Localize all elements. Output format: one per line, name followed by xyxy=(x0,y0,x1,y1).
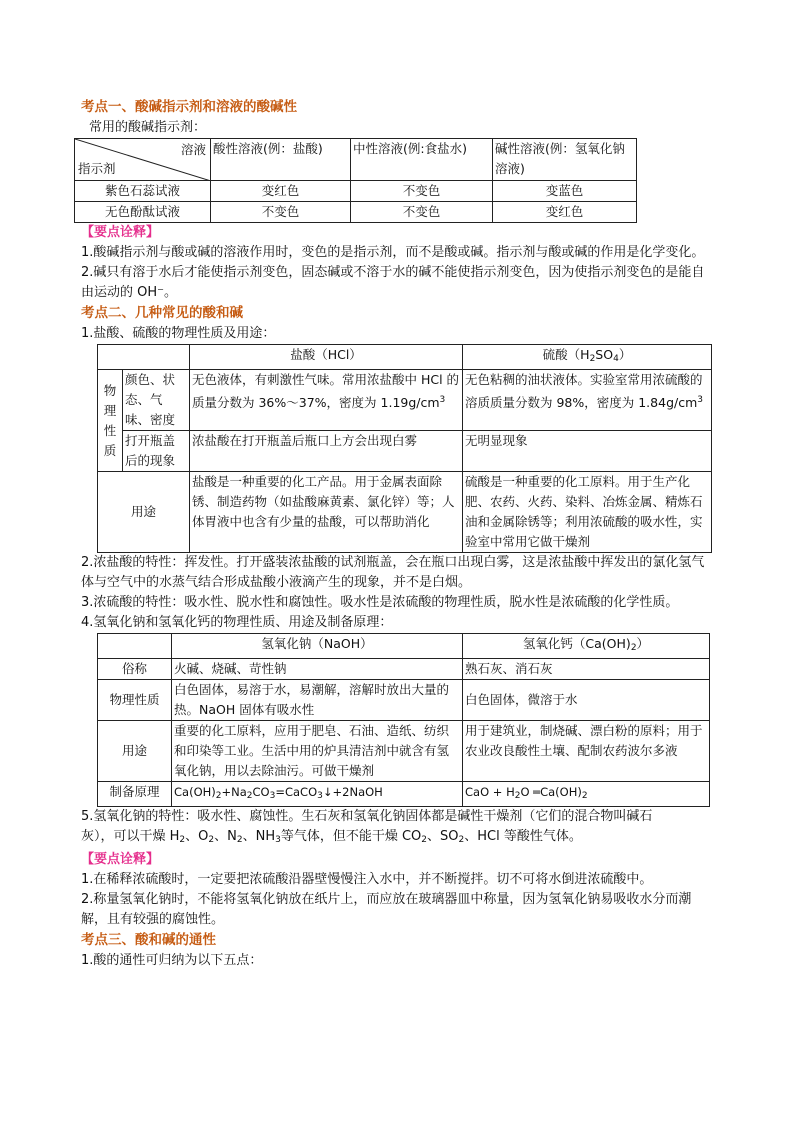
caoh-cell: 用于建筑业，制烧碱、漂白粉的原料；用于农业改良酸性土壤、配制农药波尔多液 xyxy=(463,721,710,782)
row-label: 俗称 xyxy=(98,659,172,680)
item-5-line-2: 灰），可以干燥 $H_2$、$O_2$、$N_2$、$NH_3$等气体，但不能干燥 $CO_2$、$SO_2$、HCl 等酸性气体。 xyxy=(81,829,582,845)
indicator-table-corner-cell xyxy=(75,139,211,181)
row-label: 用途 xyxy=(98,472,190,553)
table-row xyxy=(98,370,712,431)
table-row xyxy=(98,472,712,553)
item-2: 2.浓盐酸的特性：挥发性。打开盛装浓盐酸的试剂瓶盖，会在瓶口出现白雾，这是浓盐酸中挥发出的氯化氢气体与空气中的水蒸气结合形成盐酸小液滴产生的现象，并不是白烟。 xyxy=(81,555,705,590)
caoh-header: 氢氧化钙$(Ca(OH)_2)$ xyxy=(463,634,710,659)
indicator-name: 紫色石蕊试液 xyxy=(75,181,211,202)
indicator-cell: 变红色 xyxy=(211,181,351,202)
naoh-preparation-cell: $Ca(OH)_2+Na_2CO_3=CaCO_3↓+2NaOH$ xyxy=(172,782,463,807)
document-page xyxy=(78,97,713,971)
section-1-heading: 考点一、酸碱指示剂和溶液的酸碱性 xyxy=(81,99,297,115)
key-points-heading-2: 【要点诠释】 xyxy=(81,852,160,867)
base-properties-table xyxy=(97,633,710,807)
item-3: 3.浓硫酸的特性：吸水性、脱水性和腐蚀性。吸水性是浓硫酸的物理性质，脱水性是浓硫酸的化学性质。 xyxy=(81,595,679,610)
indicator-header-base: 碱性溶液(例：氢氧化钠溶液) xyxy=(493,139,637,181)
acid-properties-table xyxy=(97,344,712,553)
section-3-heading: 考点三、酸和碱的通性 xyxy=(81,932,216,948)
naoh-cell: 重要的化工原料，应用于肥皂、石油、造纸、纺织和印染等工业。生活中用的炉具清洁剂中就含有氢氧化钠，用以去除油污。可做干燥剂 xyxy=(172,721,463,782)
row-label: 打开瓶盖后的现象 xyxy=(123,431,190,472)
table-row xyxy=(98,721,710,782)
h2so4-open-cell: 无明显现象 xyxy=(463,431,712,472)
indicator-intro: 常用的酸碱指示剂： xyxy=(89,120,207,135)
caoh-cell: 白色固体，微溶于水 xyxy=(463,680,710,721)
row-label: 物理性质 xyxy=(98,680,172,721)
indicator-cell: 不变色 xyxy=(351,181,493,202)
physical-properties-label: 物理性质 xyxy=(98,370,123,472)
key-points-heading: 【要点诠释】 xyxy=(81,225,160,240)
key-point-dilution: 1.在稀释浓硫酸时，一定要把浓硫酸沿器壁慢慢注入水中，并不断搅拌。切不可将水倒进浓硫酸中。 xyxy=(81,872,653,887)
indicator-header-acid: 酸性溶液(例：盐酸) xyxy=(211,139,351,181)
hcl-use-cell: 盐酸是一种重要的化工产品。用于金属表面除锈、制造药物（如盐酸麻黄素、氯化锌）等；人体胃液中也含有少量的盐酸，可以帮助消化 xyxy=(190,472,463,553)
empty-corner-cell xyxy=(98,634,172,659)
item-5-line-1: 5.氢氧化钠的特性：吸水性、腐蚀性。生石灰和氢氧化钠固体都是碱性干燥剂（它们的混合物叫碱石 xyxy=(81,809,653,824)
hcl-open-cell: 浓盐酸在打开瓶盖后瓶口上方会出现白雾 xyxy=(190,431,463,472)
table-row xyxy=(75,181,637,202)
h2so4-physical-cell: 无色粘稠的油状液体。实验室常用浓硫酸的溶质质量分数为 98%，密度为 $1.84g/cm^3$ xyxy=(463,370,712,431)
hcl-physical-cell: 无色液体，有刺激性气味。常用浓盐酸中 HCl 的质量分数为 36%～37%，密度为 $1.19g/cm^3$ xyxy=(190,370,463,431)
indicator-table xyxy=(74,138,637,223)
h2so4-use-cell: 硫酸是一种重要的化工原料。用于生产化肥、农药、火药、染料、冶炼金属、精炼石油和金属除锈等；利用浓硫酸的吸水性，实验室中常用它做干燥剂 xyxy=(463,472,712,553)
indicator-cell: 不变色 xyxy=(211,202,351,223)
corner-indicator-label: 指示剂 xyxy=(78,161,116,176)
indicator-cell: 变红色 xyxy=(493,202,637,223)
row-label: 颜色、状态、气味、密度 xyxy=(123,370,190,431)
naoh-cell: 火碱、烧碱、苛性钠 xyxy=(172,659,463,680)
acid-general-properties-intro: 1.酸的通性可归纳为以下五点： xyxy=(81,953,263,968)
indicator-cell: 不变色 xyxy=(351,202,493,223)
key-point-1: 1.酸碱指示剂与酸或碱的溶液作用时，变色的是指示剂，而不是酸或碱。指示剂与酸或碱的作用是化学变化。 xyxy=(81,245,705,260)
item-4: 4.氢氧化钠和氢氧化钙的物理性质、用途及制备原理： xyxy=(81,615,393,630)
table-row xyxy=(75,202,637,223)
key-point-2: 2.碱只有溶于水后才能使指示剂变色，固态碱或不溶于水的碱不能使指示剂变色，因为使指示剂变色的是能自由运动的 OH⁻。 xyxy=(81,265,705,300)
caoh-cell: 熟石灰、消石灰 xyxy=(463,659,710,680)
section-2-heading: 考点二、几种常见的酸和碱 xyxy=(81,305,243,321)
naoh-header: 氢氧化钠（NaOH） xyxy=(172,634,463,659)
hcl-header: 盐酸（HCl） xyxy=(190,345,463,370)
naoh-cell: 白色固体，易溶于水，易潮解，溶解时放出大量的热。NaOH 固体有吸水性 xyxy=(172,680,463,721)
caoh-preparation-cell: CaO + $H_2O$ $═Ca(OH)_2$ xyxy=(463,782,710,807)
key-point-weighing: 2.称量氢氧化钠时，不能将氢氧化钠放在纸片上，而应放在玻璃器皿中称量，因为氢氧化钠易吸收水分而潮解，且有较强的腐蚀性。 xyxy=(81,892,692,927)
row-label: 制备原理 xyxy=(98,782,172,807)
table-row xyxy=(98,782,710,807)
table-row xyxy=(98,659,710,680)
h2so4-header: 硫酸$(H_2SO_4)$ xyxy=(463,345,712,370)
indicator-cell: 变蓝色 xyxy=(493,181,637,202)
indicator-header-neutral: 中性溶液(例:食盐水) xyxy=(351,139,493,181)
row-label: 用途 xyxy=(98,721,172,782)
acid-properties-intro: 1.盐酸、硫酸的物理性质及用途： xyxy=(81,326,276,341)
corner-solution-label: 溶液 xyxy=(180,142,206,157)
empty-corner-cell xyxy=(98,345,190,370)
table-row xyxy=(98,680,710,721)
indicator-name: 无色酚酞试液 xyxy=(75,202,211,223)
table-row xyxy=(98,431,712,472)
